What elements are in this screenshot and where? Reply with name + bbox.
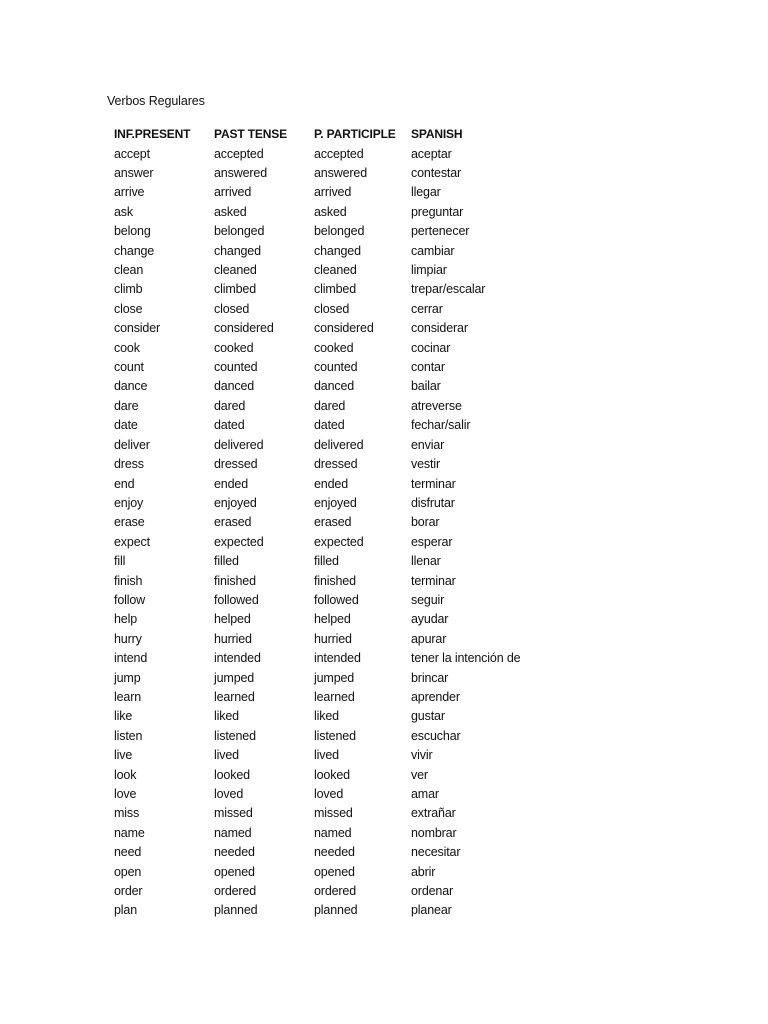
cell-past-participle: cooked [314,340,354,355]
cell-infinitive: dress [114,457,144,472]
cell-past-tense: helped [214,612,251,627]
table-row [114,203,571,222]
column-header-past-tense: PAST TENSE [214,127,287,142]
cell-spanish: ver [411,767,428,782]
table-row [114,824,571,843]
cell-past-tense: ordered [214,884,257,899]
table-row [114,785,571,804]
cell-past-tense: cooked [214,340,254,355]
cell-infinitive: plan [114,903,138,918]
cell-infinitive: follow [114,592,146,607]
cell-spanish: aceptar [411,146,452,161]
cell-past-tense: cleaned [214,263,257,278]
table-row [114,377,571,396]
cell-past-tense: enjoyed [214,495,257,510]
cell-past-tense: planned [214,903,258,918]
cell-past-participle: climbed [314,282,357,297]
table-row [114,241,571,260]
cell-infinitive: order [114,884,143,899]
cell-past-participle: finished [314,573,356,588]
cell-spanish: escuchar [411,728,461,743]
table-row [114,571,571,590]
table-row [114,649,571,668]
cell-past-tense: counted [214,360,258,375]
cell-spanish: fechar/salir [411,418,471,433]
cell-spanish: apurar [411,631,447,646]
cell-past-participle: dared [314,398,346,413]
cell-past-participle: followed [314,592,359,607]
cell-infinitive: clean [114,263,144,278]
cell-past-participle: ordered [314,884,357,899]
table-row [114,533,571,552]
cell-infinitive: erase [114,515,145,530]
table-row [114,474,571,493]
cell-infinitive: finish [114,573,143,588]
cell-past-tense: hurried [214,631,252,646]
cell-past-tense: delivered [214,437,264,452]
table-body [114,144,571,920]
cell-spanish: contestar [411,166,462,181]
table-row [114,397,571,416]
table-row [114,494,571,513]
cell-past-tense: changed [214,243,261,258]
table-row [114,338,571,357]
cell-past-participle: opened [314,864,355,879]
cell-past-tense: accepted [214,146,264,161]
cell-infinitive: enjoy [114,495,144,510]
document-title: Verbos Regulares [107,94,205,108]
cell-infinitive: listen [114,728,143,743]
cell-infinitive: end [114,476,135,491]
cell-infinitive: consider [114,321,161,336]
cell-infinitive: fill [114,554,126,569]
cell-past-participle: changed [314,243,361,258]
cell-spanish: bailar [411,379,441,394]
cell-infinitive: cook [114,340,140,355]
cell-spanish: cocinar [411,340,451,355]
cell-past-tense: opened [214,864,255,879]
table-row [114,882,571,901]
table-row [114,513,571,532]
cell-spanish: extrañar [411,806,456,821]
cell-past-participle: considered [314,321,374,336]
cell-spanish: cambiar [411,243,455,258]
cell-past-participle: looked [314,767,350,782]
table-row [114,358,571,377]
cell-past-tense: expected [214,534,264,549]
cell-infinitive: answer [114,166,154,181]
cell-past-tense: climbed [214,282,257,297]
cell-spanish: trepar/escalar [411,282,486,297]
column-header-spanish: SPANISH [411,127,463,142]
cell-spanish: llenar [411,554,441,569]
table-row [114,261,571,280]
cell-past-tense: belonged [214,224,265,239]
cell-past-participle: enjoyed [314,495,357,510]
cell-past-participle: closed [314,301,350,316]
cell-infinitive: expect [114,534,150,549]
table-row [114,552,571,571]
cell-past-participle: asked [314,204,347,219]
cell-past-participle: missed [314,806,353,821]
cell-past-tense: liked [214,709,239,724]
cell-past-tense: followed [214,592,259,607]
table-row [114,901,571,920]
cell-infinitive: like [114,709,133,724]
cell-past-tense: dressed [214,457,258,472]
cell-spanish: borar [411,515,440,530]
cell-infinitive: love [114,787,137,802]
table-row [114,183,571,202]
table-row [114,455,571,474]
cell-past-tense: loved [214,787,244,802]
cell-past-participle: hurried [314,631,352,646]
cell-spanish: ayudar [411,612,449,627]
table-row [114,804,571,823]
cell-past-tense: missed [214,806,253,821]
cell-past-tense: named [214,825,252,840]
cell-past-tense: intended [214,651,261,666]
table-row [114,300,571,319]
cell-spanish: esperar [411,534,453,549]
table-header [114,125,571,144]
cell-infinitive: intend [114,651,148,666]
cell-past-tense: asked [214,204,247,219]
cell-infinitive: arrive [114,185,145,200]
table-row [114,862,571,881]
table-row [114,610,571,629]
cell-spanish: ordenar [411,884,454,899]
cell-spanish: seguir [411,592,445,607]
cell-spanish: terminar [411,573,456,588]
cell-spanish: brincar [411,670,449,685]
table-row [114,630,571,649]
cell-past-participle: jumped [314,670,355,685]
cell-spanish: vestir [411,457,440,472]
table-row [114,707,571,726]
cell-past-participle: lived [314,748,339,763]
cell-spanish: abrir [411,864,436,879]
table-row [114,668,571,687]
cell-past-tense: dated [214,418,245,433]
table-row [114,222,571,241]
table-row [114,843,571,862]
cell-past-participle: counted [314,360,358,375]
cell-past-participle: loved [314,787,344,802]
cell-infinitive: change [114,243,155,258]
table-row [114,436,571,455]
cell-infinitive: jump [114,670,141,685]
cell-past-tense: danced [214,379,255,394]
cell-infinitive: close [114,301,143,316]
table-row [114,765,571,784]
cell-infinitive: name [114,825,145,840]
table-row [114,727,571,746]
cell-past-participle: learned [314,689,355,704]
cell-past-tense: answered [214,166,267,181]
cell-infinitive: ask [114,204,134,219]
cell-spanish: enviar [411,437,445,452]
header-row [114,125,571,144]
column-header-infinitive: INF.PRESENT [114,127,191,142]
cell-past-tense: finished [214,573,256,588]
table-row [114,591,571,610]
cell-past-tense: looked [214,767,250,782]
cell-infinitive: count [114,360,144,375]
cell-past-tense: listened [214,728,256,743]
cell-infinitive: live [114,748,133,763]
cell-infinitive: deliver [114,437,150,452]
cell-past-participle: intended [314,651,361,666]
cell-infinitive: date [114,418,138,433]
cell-past-tense: needed [214,845,255,860]
cell-spanish: gustar [411,709,445,724]
cell-past-tense: filled [214,554,239,569]
cell-past-tense: erased [214,515,252,530]
cell-past-participle: helped [314,612,351,627]
column-header-past-participle: P. PARTICIPLE [314,127,396,142]
cell-past-participle: arrived [314,185,352,200]
cell-infinitive: open [114,864,142,879]
cell-past-participle: dated [314,418,345,433]
cell-spanish: terminar [411,476,456,491]
cell-past-participle: named [314,825,352,840]
cell-past-tense: considered [214,321,274,336]
cell-infinitive: miss [114,806,140,821]
cell-infinitive: need [114,845,142,860]
table-row [114,746,571,765]
cell-infinitive: learn [114,689,142,704]
cell-spanish: aprender [411,689,460,704]
cell-spanish: necesitar [411,845,461,860]
cell-spanish: pertenecer [411,224,470,239]
table-row [114,280,571,299]
cell-spanish: disfrutar [411,495,455,510]
cell-spanish: preguntar [411,204,464,219]
cell-past-tense: closed [214,301,250,316]
cell-spanish: limpiar [411,263,447,278]
table-row [114,688,571,707]
cell-spanish: contar [411,360,445,375]
cell-infinitive: dance [114,379,148,394]
table-row [114,144,571,163]
cell-past-participle: ended [314,476,349,491]
cell-past-participle: answered [314,166,367,181]
cell-infinitive: belong [114,224,151,239]
cell-past-participle: cleaned [314,263,357,278]
cell-past-participle: belonged [314,224,365,239]
cell-spanish: llegar [411,185,441,200]
cell-infinitive: climb [114,282,143,297]
cell-infinitive: dare [114,398,139,413]
cell-spanish: cerrar [411,301,443,316]
cell-past-tense: dared [214,398,246,413]
cell-past-participle: expected [314,534,364,549]
cell-infinitive: help [114,612,138,627]
cell-past-tense: ended [214,476,249,491]
cell-spanish: vivir [411,748,433,763]
regular-verbs-table [114,125,571,921]
cell-infinitive: look [114,767,137,782]
cell-spanish: atreverse [411,398,462,413]
cell-past-participle: planned [314,903,358,918]
cell-past-participle: danced [314,379,355,394]
cell-past-tense: lived [214,748,239,763]
cell-spanish: nombrar [411,825,457,840]
cell-past-participle: needed [314,845,355,860]
cell-spanish: planear [411,903,452,918]
cell-past-participle: liked [314,709,339,724]
cell-spanish: amar [411,787,439,802]
cell-past-participle: dressed [314,457,358,472]
cell-infinitive: hurry [114,631,142,646]
cell-spanish: considerar [411,321,468,336]
cell-infinitive: accept [114,146,150,161]
cell-past-participle: erased [314,515,352,530]
cell-past-tense: arrived [214,185,252,200]
cell-past-participle: accepted [314,146,364,161]
cell-past-participle: filled [314,554,339,569]
table-row [114,416,571,435]
cell-past-participle: delivered [314,437,364,452]
table-row [114,164,571,183]
cell-past-participle: listened [314,728,356,743]
cell-past-tense: learned [214,689,255,704]
table-row [114,319,571,338]
cell-spanish: tener la intención de [411,651,521,666]
cell-past-tense: jumped [214,670,255,685]
